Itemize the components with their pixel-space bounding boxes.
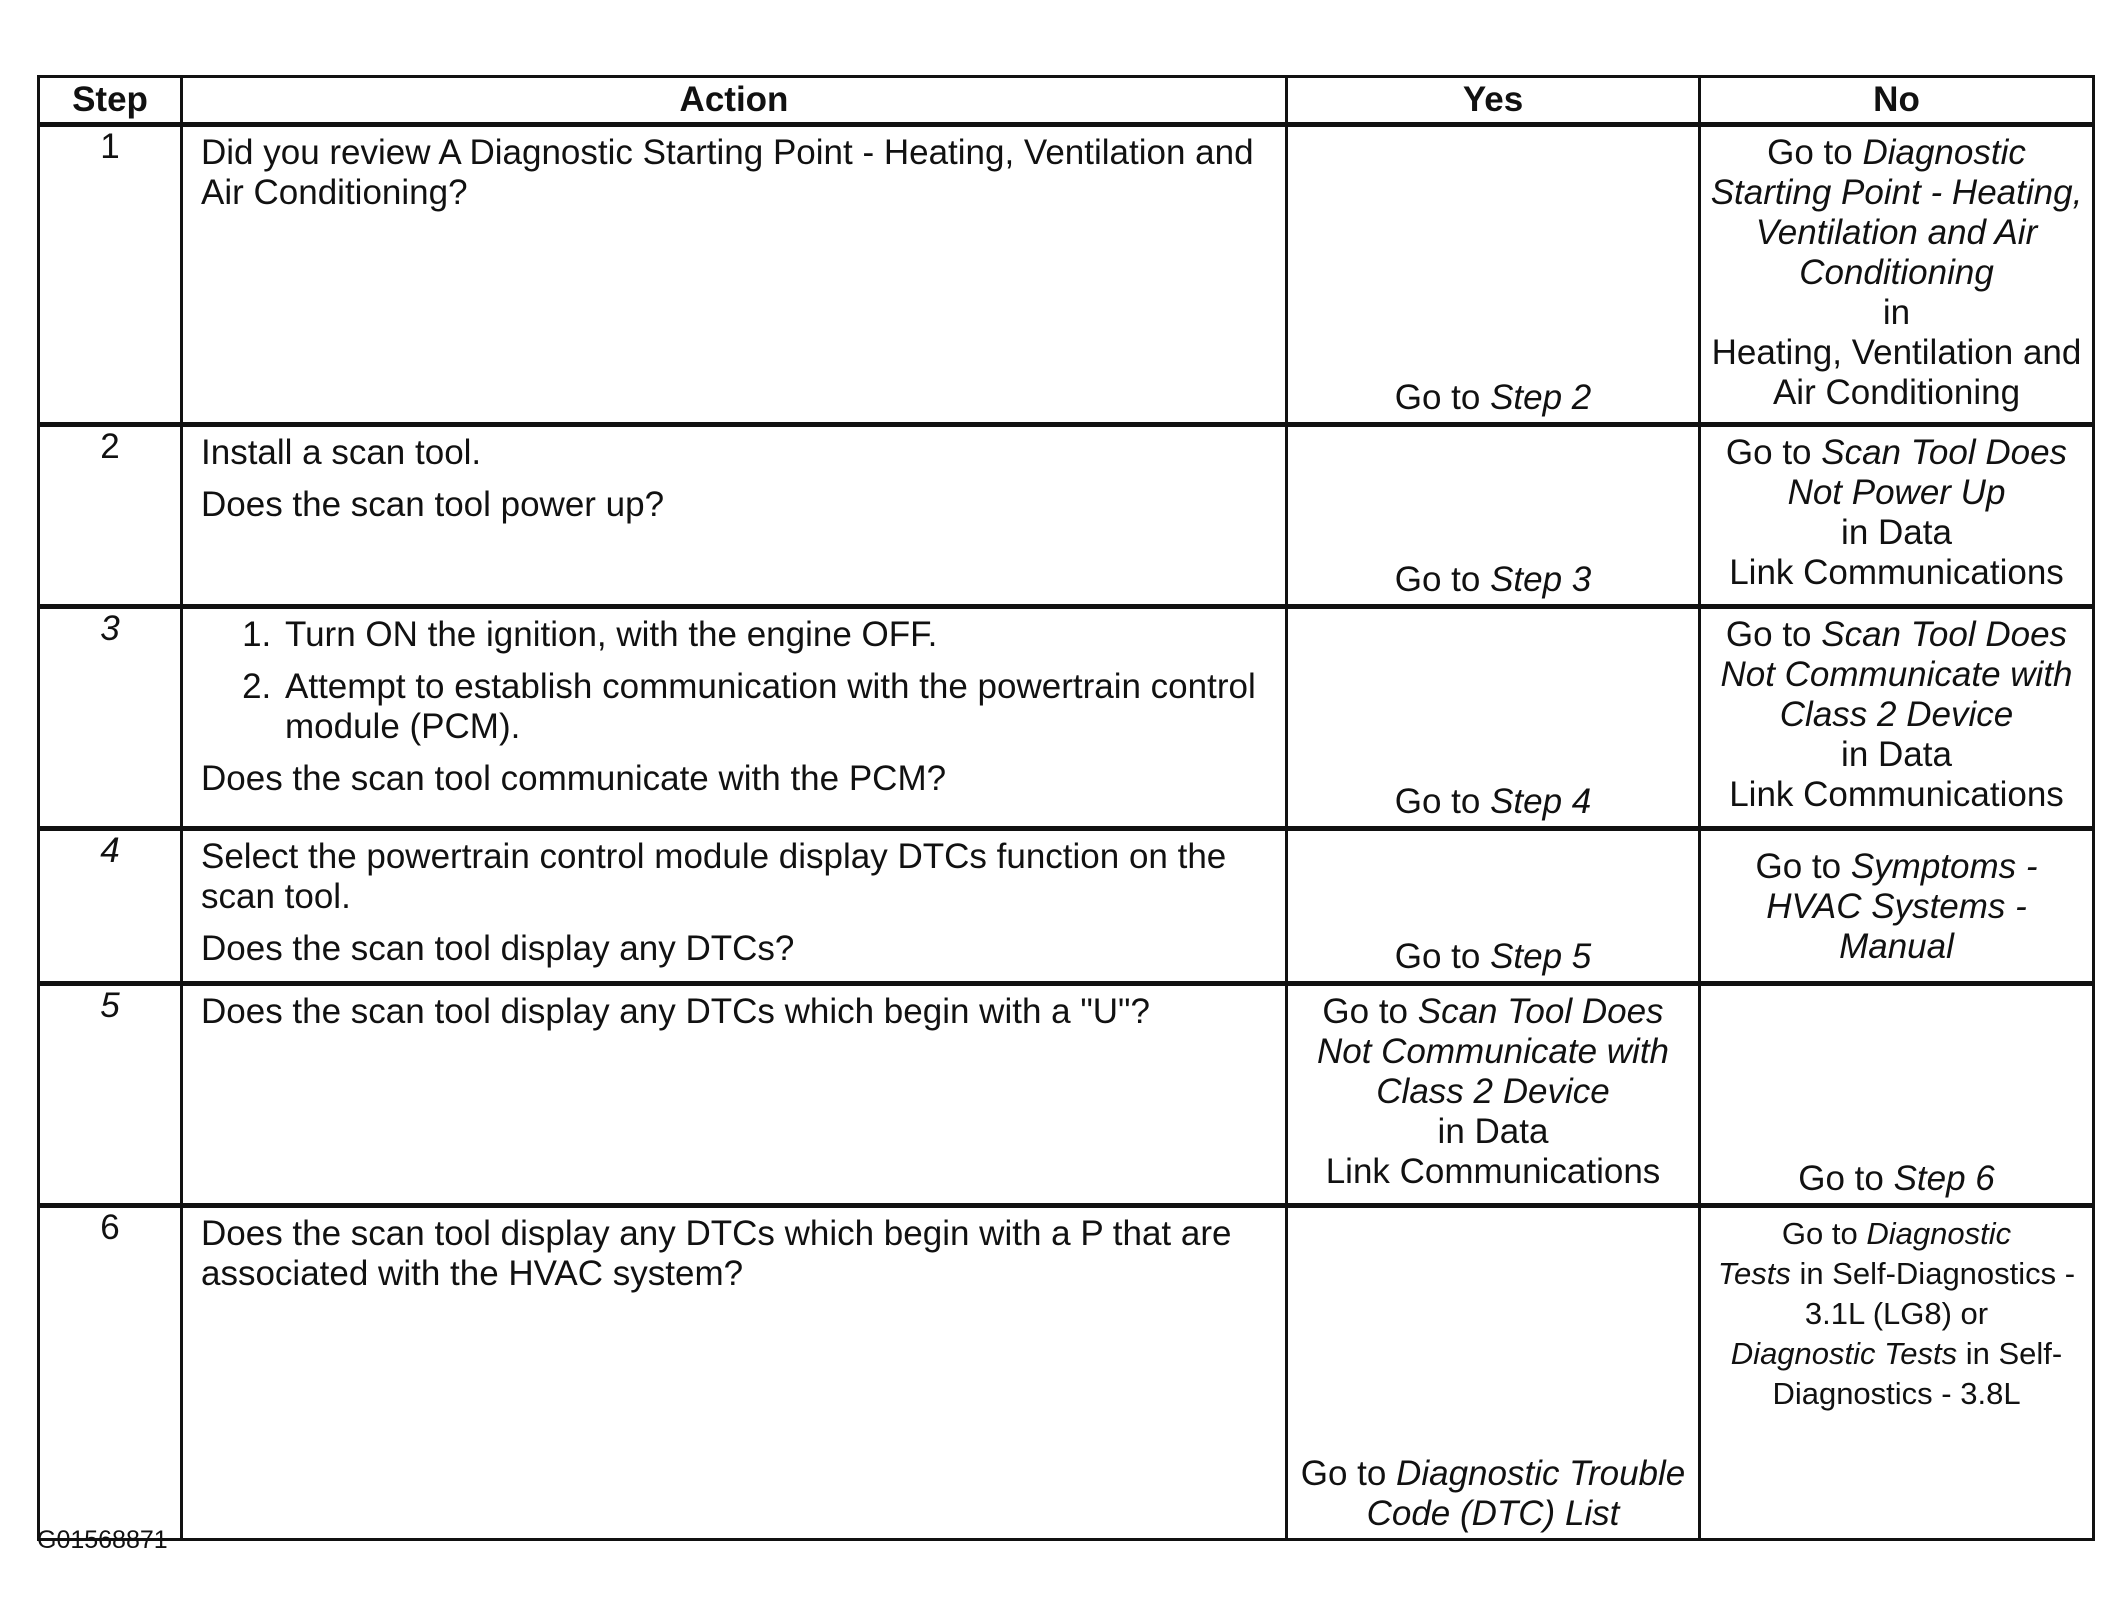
table-row [39,425,2094,607]
no-prefix: Go to [1755,847,1851,886]
list-item: 1. Turn ON the ignition, with the engine OFF. [281,615,1271,655]
no-prefix: Go to [1798,1159,1894,1198]
table-row [39,829,2094,984]
yes-suffix-text: Link Communications [1325,1152,1661,1191]
action-cell [182,425,1287,607]
step-number: 4 [39,829,182,984]
yes-step-link[interactable]: Step 5 [1490,937,1592,976]
yes-cell [1287,425,1700,607]
yes-prefix: Go to [1394,560,1491,599]
no-mid-text: in [1882,293,1911,332]
no-text: in Self-Diagnostics - 3.8L [1772,1336,2063,1411]
step-number: 6 [39,1206,182,1540]
no-cell [1700,829,2094,984]
no-prefix: Go to [1767,133,1863,172]
yes-prefix: Go to [1300,1454,1397,1493]
no-reference-link[interactable]: Diagnostic [1866,1216,2012,1251]
no-reference-link[interactable]: Scan Tool Does Not Communicate with Class 2 Device [1720,615,2073,734]
no-reference-link[interactable]: Scan Tool Does Not Power Up [1787,433,2068,512]
yes-prefix: Go to [1394,782,1491,821]
yes-reference-link[interactable]: Scan Tool Does Not Communicate with Class 2 Device [1316,992,1670,1111]
table-row [39,607,2094,829]
no-prefix: Go to [1725,615,1822,654]
yes-cell [1287,829,1700,984]
action-cell [182,1206,1287,1540]
no-cell [1700,607,2094,829]
figure-id: G01568871 [37,1526,168,1554]
no-text: in Self-Diagnostics - 3.1L (LG8) or [1790,1256,2076,1331]
no-reference-link[interactable]: Symptoms - HVAC Systems - Manual [1766,847,2038,966]
action-numbered-list [201,615,1271,747]
diagnostic-table [37,75,2095,1541]
yes-step-link[interactable]: Step 3 [1490,560,1592,599]
yes-prefix: Go to [1394,378,1491,417]
yes-mid-text: in Data [1437,1112,1549,1151]
action-question: Does the scan tool power up? [201,485,665,524]
header-step: Step [39,77,182,125]
yes-cell [1287,984,1700,1206]
action-cell [182,829,1287,984]
yes-prefix: Go to [1394,937,1491,976]
header-action: Action [182,77,1287,125]
action-text: Select the powertrain control module display DTCs function on the scan tool. [201,837,1227,916]
action-cell [182,125,1287,425]
list-item: 2. Attempt to establish communication with the powertrain control module (PCM). [281,667,1271,747]
yes-cell [1287,125,1700,425]
table-header-row [39,77,2094,125]
yes-step-link[interactable]: Step 4 [1490,782,1592,821]
action-text: Did you review A Diagnostic Starting Point - Heating, Ventilation and Air Conditioning? [201,133,1254,212]
header-no: No [1700,77,2094,125]
no-prefix: Go to [1725,433,1822,472]
no-prefix: Go to [1781,1216,1867,1251]
action-question: Does the scan tool display any DTCs which begin with a "U"? [201,992,1150,1031]
no-reference-link[interactable]: Tests [1717,1256,1791,1291]
no-suffix-text: Link Communications [1729,553,2064,592]
yes-cell [1287,1206,1700,1540]
yes-reference-link[interactable]: Diagnostic Trouble Code (DTC) List [1366,1454,1686,1533]
action-cell [182,607,1287,829]
action-text: Install a scan tool. [201,433,482,472]
step-number: 5 [39,984,182,1206]
no-cell [1700,1206,2094,1540]
action-cell [182,984,1287,1206]
step-number: 3 [39,607,182,829]
header-yes: Yes [1287,77,1700,125]
yes-prefix: Go to [1322,992,1418,1031]
no-reference-link[interactable]: Diagnostic Starting Point - Heating, Ventilation and Air Conditioning [1710,133,2083,292]
table-row [39,1206,2094,1540]
action-question: Does the scan tool communicate with the PCM? [201,759,947,798]
no-suffix-text: Heating, Ventilation and Air Conditioning [1711,333,2082,412]
table-row [39,984,2094,1206]
step-number: 2 [39,425,182,607]
yes-cell [1287,607,1700,829]
no-cell [1700,125,2094,425]
no-cell [1700,425,2094,607]
no-step-link[interactable]: Step 6 [1893,1159,1995,1198]
no-mid-text: in Data [1841,735,1952,774]
no-suffix-text: Link Communications [1729,775,2064,814]
table-row [39,125,2094,425]
no-reference-link[interactable]: Diagnostic Tests [1730,1336,1958,1371]
action-question: Does the scan tool display any DTCs which begin with a P that are associated with the HVAC system? [201,1214,1232,1293]
step-number: 1 [39,125,182,425]
yes-step-link[interactable]: Step 2 [1490,378,1592,417]
no-mid-text: in Data [1841,513,1952,552]
action-question: Does the scan tool display any DTCs? [201,929,795,968]
no-cell [1700,984,2094,1206]
